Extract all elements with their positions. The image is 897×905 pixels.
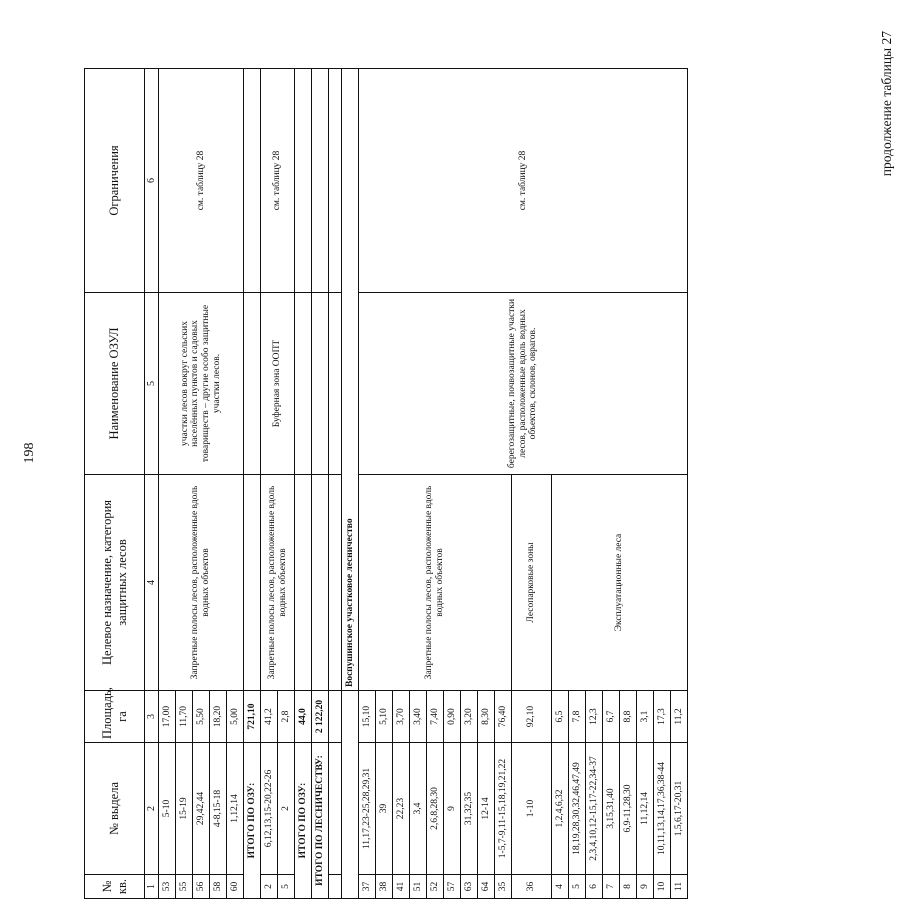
subtotal-label: ИТОГО ПО ОЗУ: [295,743,312,899]
area-cell: 3,20 [461,691,478,743]
table-row [359,69,376,899]
kv-cell: 53 [159,875,176,899]
kv-cell: 57 [444,875,461,899]
area-cell: 18,20 [210,691,227,743]
area-cell: 8,30 [478,691,495,743]
header-purpose: Целевое назначение, категория защитных лесов [85,475,145,691]
kv-cell: 64 [478,875,495,899]
subtotal-row [295,69,312,899]
kv-cell: 56 [193,875,210,899]
ozul-cell: берегозащитные, почвозащитные участки лесов, расположенные вдоль водных объектов, склонов, оврагов. [359,293,688,475]
kv-cell: 5 [278,875,295,899]
subtotal-area: 44,0 [295,691,312,743]
vydel-cell: 22,23 [393,743,410,875]
area-cell: 41,2 [261,691,278,743]
area-cell: 12,3 [586,691,603,743]
kv-cell: 6 [586,875,603,899]
subtotal-area: 721,10 [244,691,261,743]
area-cell: 17,3 [654,691,671,743]
rotated-table-container [84,69,684,899]
vydel-cell: 6,9-11,28,30 [620,743,637,875]
vydel-cell: 1,12,14 [227,743,244,875]
page-number: 198 [22,442,37,464]
area-cell: 6,7 [603,691,620,743]
area-cell: 11,70 [176,691,193,743]
header-area: Площадь, га [85,691,145,743]
vydel-cell: 2 [278,743,295,875]
vydel-cell: 1,2,4,6,32 [552,743,569,875]
vydel-cell: 1-5,7-9,11-15,18,19,21,22 [495,743,512,875]
forestry-total-label: ИТОГО ПО ЛЕСНИЧЕСТВУ: [312,743,329,899]
area-cell: 3,1 [637,691,654,743]
area-cell: 15,10 [359,691,376,743]
forestry-total-area: 2 122,20 [312,691,329,743]
kv-cell: 36 [512,875,552,899]
purpose-cell: Запретные полосы лесов, расположенные вдоль водных объектов [261,475,295,691]
kv-cell: 38 [376,875,393,899]
area-cell: 7,8 [569,691,586,743]
area-cell: 11,2 [671,691,688,743]
column-index-row [145,69,159,899]
kv-cell: 51 [410,875,427,899]
kv-cell: 58 [210,875,227,899]
kv-cell: 9 [637,875,654,899]
table-caption: продолжение таблицы 27 [879,31,894,177]
vydel-cell: 9 [444,743,461,875]
forestry-total-row [312,69,329,899]
kv-cell: 7 [603,875,620,899]
vydel-cell: 2,3,4,10,12-15,17-22,34-37 [586,743,603,875]
area-cell: 5,10 [376,691,393,743]
ozul-cell: Буферная зона ООПТ [261,293,295,475]
area-cell: 3,40 [410,691,427,743]
vydel-cell: 5-10 [159,743,176,875]
kv-cell: 60 [227,875,244,899]
ozul-cell: участки лесов вокруг сельских населённых пунктов и садовых товариществ – другие особо защитные участки лесов. [159,293,244,475]
limits-cell: см. таблицу 28 [159,69,244,293]
kv-cell: 52 [427,875,444,899]
column-index: 6 [145,69,159,293]
spacer-row [329,69,342,899]
vydel-cell: 3,15,31,40 [603,743,620,875]
vydel-cell: 15-19 [176,743,193,875]
vydel-cell: 11,12,14 [637,743,654,875]
vydel-cell: 1,5,6,17-20,31 [671,743,688,875]
kv-cell: 35 [495,875,512,899]
area-cell: 2,8 [278,691,295,743]
subdivision-title: Воспушинское участковое лесничество [342,69,359,691]
kv-cell: 41 [393,875,410,899]
vydel-cell: 11,17,23-25,28,29,31 [359,743,376,875]
limits-cell: см. таблицу 28 [261,69,295,293]
table-row [159,69,176,899]
column-index: 3 [145,691,159,743]
header-ozul: Наименование ОЗУЛ [85,293,145,475]
column-index: 2 [145,743,159,875]
area-cell: 0,90 [444,691,461,743]
area-cell: 92,10 [512,691,552,743]
purpose-cell: Лесопарковые зоны [512,475,552,691]
vydel-cell: 10,11,13,14,17,36,38-44 [654,743,671,875]
header-kv: № кв. [85,875,145,899]
purpose-cell: Эксплуатационные леса [552,475,688,691]
limits-cell: см. таблицу 28 [359,69,688,293]
table-row [261,69,278,899]
area-cell: 3,70 [393,691,410,743]
vydel-cell: 1-10 [512,743,552,875]
vydel-cell: 12-14 [478,743,495,875]
vydel-cell: 4-8,15-18 [210,743,227,875]
column-index: 1 [145,875,159,899]
area-cell: 8,8 [620,691,637,743]
subtotal-row [244,69,261,899]
kv-cell: 63 [461,875,478,899]
kv-cell: 37 [359,875,376,899]
vydel-cell: 18,19,28,30,32,46,47,49 [569,743,586,875]
area-cell: 6,5 [552,691,569,743]
area-cell: 17,00 [159,691,176,743]
vydel-cell: 39 [376,743,393,875]
header-limits: Ограничения [85,69,145,293]
kv-cell: 10 [654,875,671,899]
vydel-cell: 3,4 [410,743,427,875]
area-cell: 76,40 [495,691,512,743]
kv-cell: 2 [261,875,278,899]
vydel-cell: 29,42,44 [193,743,210,875]
area-cell: 7,40 [427,691,444,743]
subtotal-label: ИТОГО ПО ОЗУ: [244,743,261,899]
vydel-cell: 2,6,8,28,30 [427,743,444,875]
vydel-cell: 6,12,13,15-20,22-26 [261,743,278,875]
subdivision-row [342,69,359,899]
kv-cell: 11 [671,875,688,899]
vydel-cell: 31,32,35 [461,743,478,875]
purpose-cell: Запретные полосы лесов, расположенные вдоль водных объектов [359,475,512,691]
header-row [85,69,145,899]
area-cell: 5,00 [227,691,244,743]
kv-cell: 55 [176,875,193,899]
purpose-cell: Запретные полосы лесов, расположенные вдоль водных объектов [159,475,244,691]
kv-cell: 5 [569,875,586,899]
protective-forests-table [84,68,688,899]
column-index: 5 [145,293,159,475]
header-vydel: № выдела [85,743,145,875]
area-cell: 5,50 [193,691,210,743]
kv-cell: 4 [552,875,569,899]
kv-cell: 8 [620,875,637,899]
column-index: 4 [145,475,159,691]
